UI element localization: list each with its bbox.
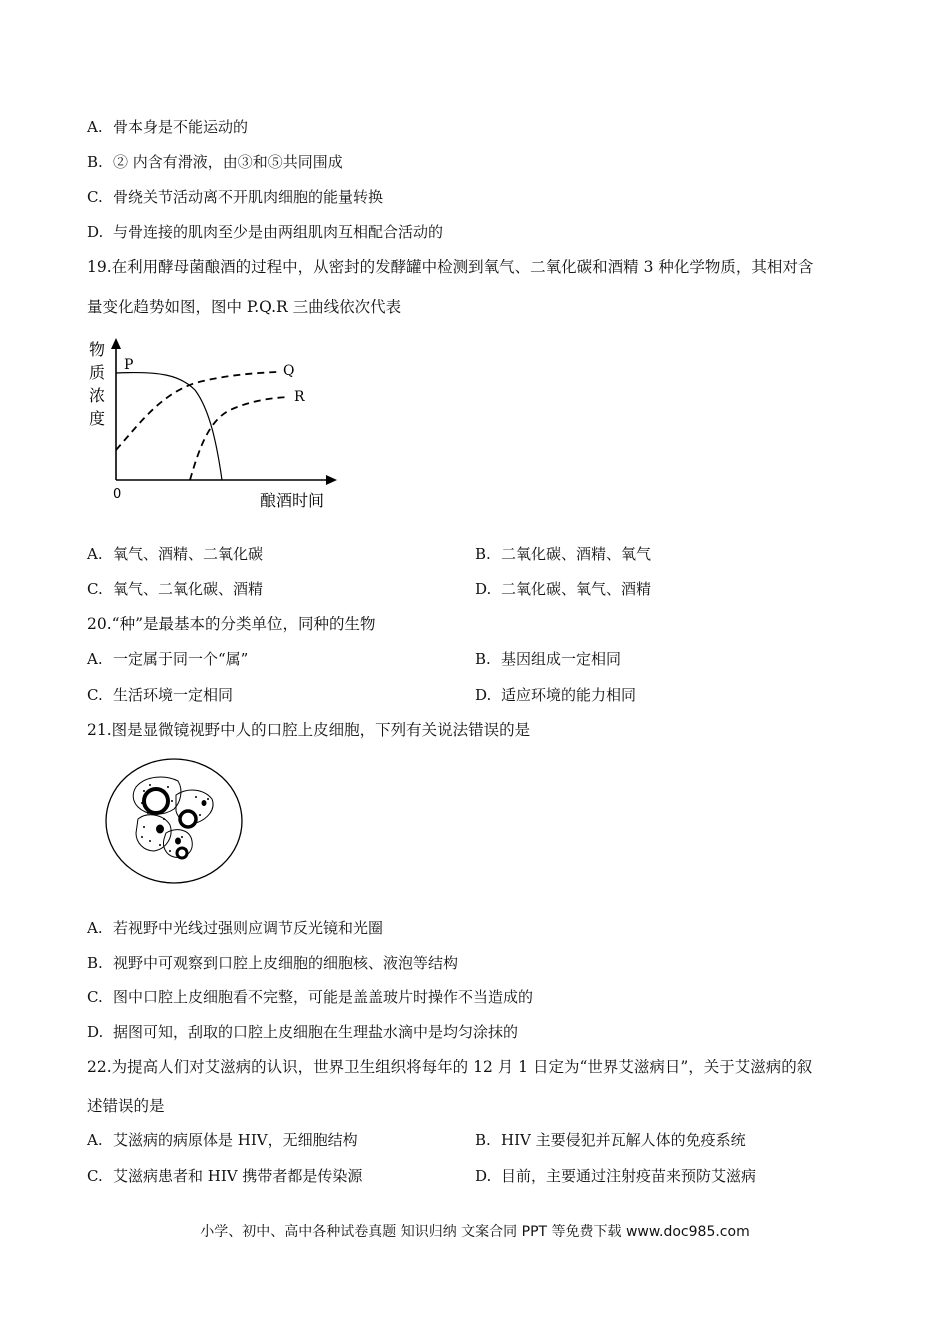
air-bubble <box>180 811 196 827</box>
q19-option-a: A. 氧气、酒精、二氧化碳 <box>87 545 264 563</box>
microscope-field-figure <box>104 757 244 887</box>
q20-option-b: B. 基因组成一定相同 <box>475 650 622 668</box>
q21-option-d: D. 据图可知，刮取的口腔上皮细胞在生理盐水滴中是均匀涂抹的 <box>87 1023 519 1041</box>
q22-option-d: D. 目前，主要通过注射疫苗来预防艾滋病 <box>475 1167 757 1185</box>
q21-stem: 21.图是显微镜视野中人的口腔上皮细胞，下列有关说法错误的是 <box>87 721 531 739</box>
air-bubble <box>177 848 187 858</box>
cell-nucleus <box>202 800 207 806</box>
field-of-view-circle <box>106 759 242 883</box>
q20-option-c: C. 生活环境一定相同 <box>87 686 234 704</box>
concentration-chart <box>85 335 345 515</box>
ylabel-char: 浓 <box>89 386 106 405</box>
q19-stem-line1: 19.在利用酵母菌酿酒的过程中，从密封的发酵罐中检测到氧气、二氧化碳和酒精 3 种化学物质，其相对含 <box>87 258 814 276</box>
series-r-label: R <box>294 389 305 405</box>
series-p-label: P <box>124 357 134 373</box>
series-q-line <box>116 372 277 450</box>
y-axis-arrow <box>111 338 121 349</box>
q22-option-c: C. 艾滋病患者和 HIV 携带者都是传染源 <box>87 1167 363 1185</box>
q18-option-a: A. 骨本身是不能运动的 <box>87 118 249 136</box>
q19-stem-line2: 量变化趋势如图，图中 P.Q.R 三曲线依次代表 <box>87 298 402 316</box>
series-p-line <box>116 373 222 480</box>
q20-option-a: A. 一定属于同一个“属” <box>87 650 249 668</box>
cell-nucleus <box>156 825 164 834</box>
q19-option-d: D. 二氧化碳、氧气、酒精 <box>475 580 652 598</box>
series-r-line <box>190 397 288 480</box>
air-bubble <box>144 789 168 813</box>
q19-option-c: C. 氧气、二氧化碳、酒精 <box>87 580 264 598</box>
x-axis-label: 酿酒时间 <box>260 491 325 510</box>
q22-stem-line1: 22.为提高人们对艾滋病的认识，世界卫生组织将每年的 12 月 1 日定为“世界艾滋病日”，关于艾滋病的叙 <box>87 1058 813 1076</box>
origin-label: 0 <box>113 487 122 502</box>
series-q-label: Q <box>283 363 295 379</box>
q22-stem-line2: 述错误的是 <box>87 1097 165 1115</box>
q22-option-a: A. 艾滋病的病原体是 HIV，无细胞结构 <box>87 1131 358 1149</box>
q18-option-d: D. 与骨连接的肌肉至少是由两组肌肉互相配合活动的 <box>87 223 444 241</box>
q21-option-c: C. 图中口腔上皮细胞看不完整，可能是盖盖玻片时操作不当造成的 <box>87 988 534 1006</box>
q21-option-a: A. 若视野中光线过强则应调节反光镜和光圈 <box>87 919 384 937</box>
ylabel-char: 质 <box>89 363 106 382</box>
q20-stem: 20.“种”是最基本的分类单位，同种的生物 <box>87 615 376 633</box>
q22-option-b: B. HIV 主要侵犯并瓦解人体的免疫系统 <box>475 1131 746 1149</box>
ylabel-char: 度 <box>89 409 106 428</box>
page-footer: 小学、初中、高中各种试卷真题 知识归纳 文案合同 PPT 等免费下载 www.doc985.com <box>200 1224 750 1240</box>
ylabel-char: 物 <box>89 340 106 359</box>
q21-option-b: B. 视野中可观察到口腔上皮细胞的细胞核、液泡等结构 <box>87 954 459 972</box>
q18-option-b: B. ② 内含有滑液，由③和⑤共同围成 <box>87 153 343 171</box>
q20-option-d: D. 适应环境的能力相同 <box>475 686 637 704</box>
x-axis-arrow <box>326 475 337 485</box>
q18-option-c: C. 骨绕关节活动离不开肌肉细胞的能量转换 <box>87 188 384 206</box>
cell-nucleus <box>175 838 181 845</box>
q19-option-b: B. 二氧化碳、酒精、氧气 <box>475 545 652 563</box>
